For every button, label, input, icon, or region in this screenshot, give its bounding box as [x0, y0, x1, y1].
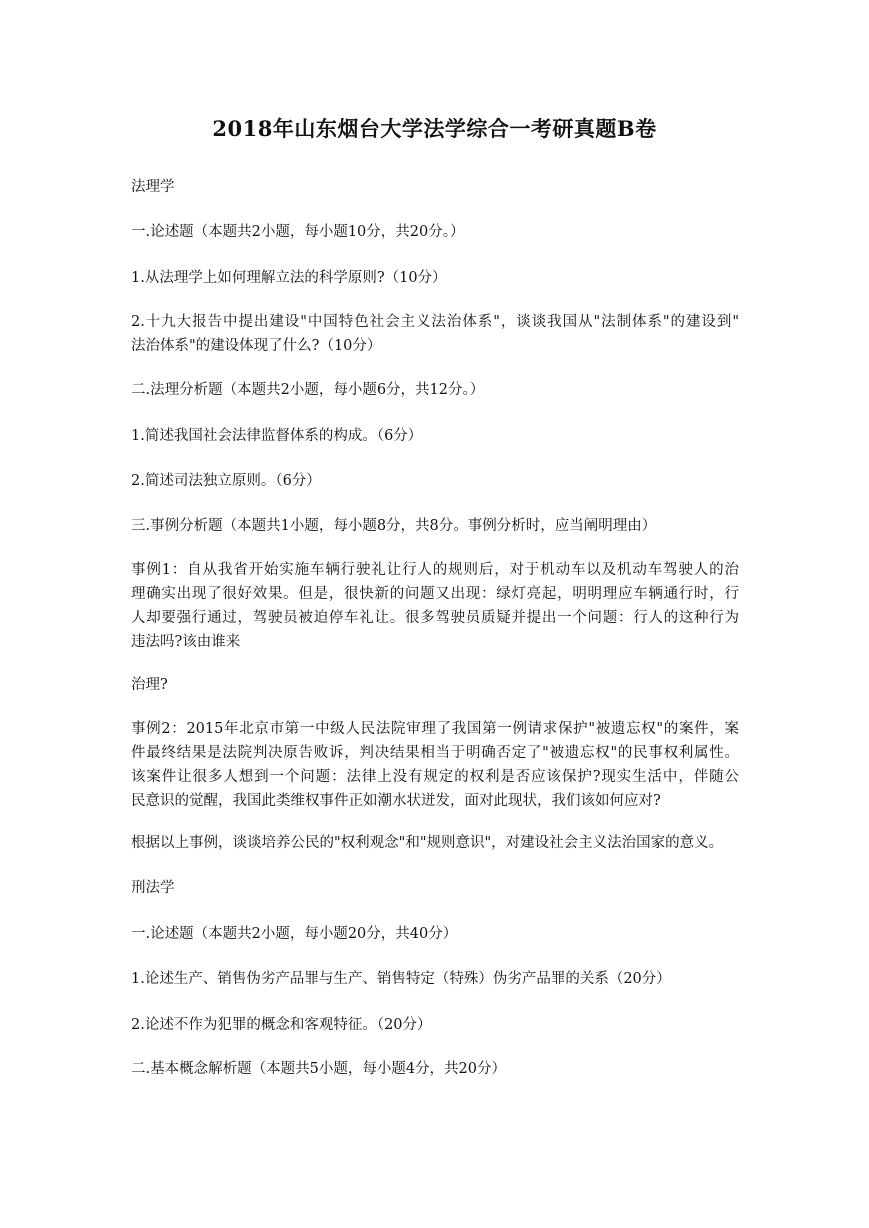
- section-heading-case-analysis: 三.事例分析题（本题共1小题，每小题8分，共8分。事例分析时，应当阐明理由）: [131, 518, 657, 534]
- subject-heading-criminal-law: 刑法学: [131, 880, 175, 896]
- case-prompt: 根据以上事例，谈谈培养公民的"权利观念"和"规则意识"，对建设社会主义法治国家的意义。: [131, 835, 724, 851]
- case-line: 事例2：2015年北京市第一中级人民法院审理了我国第一例请求保护"被遗忘权"的案件，案: [131, 721, 739, 737]
- case-line: 人却要强行通过，驾驶员被迫停车礼让。很多驾驶员质疑并提出一个问题：行人的这种行为: [131, 610, 739, 626]
- section-heading-concepts: 二.基本概念解析题（本题共5小题，每小题4分，共20分）: [131, 1061, 507, 1077]
- case-line: 理确实出现了很好效果。但是，很快新的问题又出现：绿灯亮起，明明理应车辆通行时，行: [131, 586, 739, 602]
- question-text: [131, 310, 739, 358]
- section-heading-essay: 一.论述题（本题共2小题，每小题10分，共20分。）: [131, 224, 465, 240]
- section-heading-essay: 一.论述题（本题共2小题，每小题20分，共40分）: [131, 926, 458, 942]
- question-line: 法治体系"的建设体现了什么?（10分）: [131, 338, 382, 354]
- case-continuation: 治理?: [131, 677, 168, 693]
- question-line: 2.十九大报告中提出建设"中国特色社会主义法治体系"，谈谈我国从"法制体系"的建设到": [131, 314, 739, 330]
- case-line: 事例1：自从我省开始实施车辆行驶礼让行人的规则后，对于机动车以及机动车驾驶人的治: [131, 562, 739, 578]
- subject-heading-jurisprudence: 法理学: [131, 179, 175, 195]
- case-line: 民意识的觉醒，我国此类维权事件正如潮水状迸发，面对此现状，我们该如何应对?: [131, 793, 661, 809]
- question-text: 2.简述司法独立原则。（6分）: [131, 473, 321, 489]
- case-paragraph: [131, 558, 739, 654]
- question-text: 1.从法理学上如何理解立法的科学原则?（10分）: [131, 270, 447, 286]
- question-text: 1.论述生产、销售伪劣产品罪与生产、销售特定（特殊）伪劣产品罪的关系（20分）: [131, 971, 671, 987]
- case-line: 件最终结果是法院判决原告败诉，判决结果相当于明确否定了"被遗忘权"的民事权利属性。: [131, 745, 739, 761]
- question-text: 1.简述我国社会法律监督体系的构成。（6分）: [131, 428, 423, 444]
- case-line: 该案件让很多人想到一个问题：法律上没有规定的权利是否应该保护?现实生活中，伴随公: [131, 769, 739, 785]
- section-heading-analysis: 二.法理分析题（本题共2小题，每小题6分，共12分。）: [131, 382, 485, 398]
- document-title: 2018年山东烟台大学法学综合一考研真题B卷: [212, 116, 657, 141]
- case-paragraph: [131, 717, 739, 813]
- case-line: 违法吗?该由谁来: [131, 634, 241, 650]
- question-text: 2.论述不作为犯罪的概念和客观特征。（20分）: [131, 1017, 432, 1033]
